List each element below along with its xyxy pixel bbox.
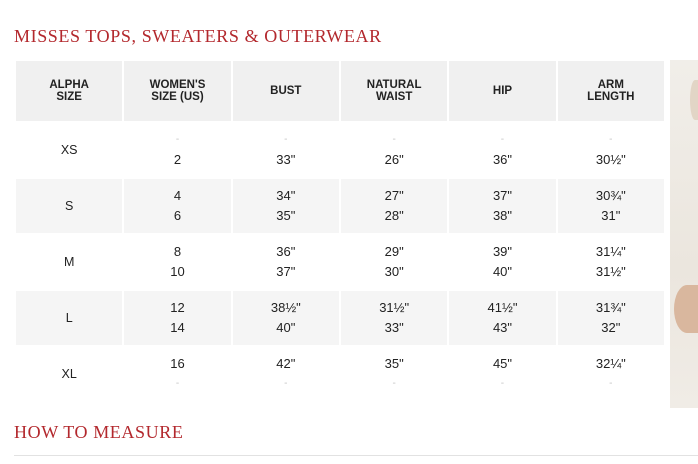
cell-value: 16 [170, 356, 185, 371]
cell-value: - [284, 134, 288, 145]
table-cell [341, 347, 447, 401]
column-header [341, 61, 447, 121]
column-header-text: NATURAL [366, 79, 422, 91]
table-cell [233, 179, 339, 233]
cell-value: - [500, 134, 505, 145]
column-header-text: SIZE [56, 91, 82, 103]
cell-value: 12 [170, 300, 185, 315]
table-cell [341, 179, 447, 233]
table-cell [449, 235, 555, 289]
cell-value: 37" [492, 188, 513, 203]
cell-value: 31¼" [595, 244, 626, 259]
table-cell [558, 123, 664, 177]
cell-value: 38½" [270, 300, 301, 315]
table-cell [233, 123, 339, 177]
cell-value: 31½" [379, 300, 410, 315]
model-photo-detail [690, 80, 698, 120]
table-cell [124, 291, 230, 345]
column-header-text: WOMEN'S [149, 79, 206, 91]
cell-value: - [392, 378, 396, 389]
cell-value: 40" [276, 320, 296, 335]
table-row [16, 235, 664, 289]
alpha-size-cell: XS [60, 143, 78, 157]
table-cell [449, 347, 555, 401]
cell-value: 37" [276, 264, 296, 279]
cell-value: 32¼" [595, 356, 626, 371]
table-cell [558, 179, 664, 233]
table-row [16, 291, 664, 345]
cell-value: - [284, 378, 288, 389]
size-chart-table [14, 59, 666, 403]
table-cell [341, 235, 447, 289]
cell-value: 2 [173, 152, 182, 167]
cell-value: - [392, 134, 396, 145]
cell-value: 29" [384, 244, 404, 259]
cell-value: 38" [492, 208, 513, 223]
cell-value: 42" [276, 356, 296, 371]
cell-value: 40" [492, 264, 513, 279]
cell-value: 35" [276, 208, 296, 223]
table-cell [341, 123, 447, 177]
table-cell [124, 179, 230, 233]
cell-value: - [609, 134, 613, 145]
table-header-row [16, 61, 664, 121]
column-header [558, 61, 664, 121]
model-photo-hand [674, 285, 698, 333]
table-cell [449, 179, 555, 233]
table-cell [449, 291, 555, 345]
alpha-size-cell: M [63, 255, 75, 269]
column-header-text: ARM [597, 79, 624, 91]
cell-value: 26" [384, 152, 404, 167]
how-to-measure-title: HOW TO MEASURE [14, 422, 184, 442]
cell-value: 33" [276, 152, 296, 167]
column-header [233, 61, 339, 121]
cell-value: 43" [492, 320, 513, 335]
divider [14, 455, 698, 456]
table-cell [558, 291, 664, 345]
cell-value: 14 [170, 320, 185, 335]
cell-value: - [609, 378, 613, 389]
column-header [16, 61, 122, 121]
column-header-text: SIZE (US) [151, 91, 204, 103]
cell-value: 10 [170, 264, 185, 279]
cell-value: 30¾" [595, 188, 626, 203]
cell-value: 41½" [487, 300, 518, 315]
cell-value: 27" [384, 188, 404, 203]
table-row [16, 179, 664, 233]
cell-value: 45" [492, 356, 513, 371]
table-cell [124, 347, 230, 401]
cell-value: 30" [384, 264, 404, 279]
cell-value: - [175, 378, 180, 389]
cell-value: 32" [601, 320, 621, 335]
table-cell [233, 347, 339, 401]
table-cell [233, 291, 339, 345]
table-cell [124, 123, 230, 177]
cell-value: 39" [492, 244, 513, 259]
cell-value: 6 [173, 208, 182, 223]
column-header-text: ALPHA [49, 79, 89, 91]
cell-value: 36" [492, 152, 513, 167]
cell-value: - [500, 378, 505, 389]
column-header-text: LENGTH [587, 91, 635, 103]
table-cell [558, 347, 664, 401]
alpha-size-cell: XL [61, 367, 77, 381]
alpha-size-cell: S [16, 179, 122, 233]
cell-value: 35" [384, 356, 404, 371]
column-header-text: HIP [492, 85, 513, 97]
cell-value: 31¾" [595, 300, 626, 315]
table-row [16, 347, 664, 401]
cell-value: 28" [384, 208, 404, 223]
cell-value: 34" [276, 188, 296, 203]
column-header [449, 61, 555, 121]
table-cell [558, 235, 664, 289]
cell-value: 4 [173, 188, 182, 203]
cell-value: 31½" [595, 264, 626, 279]
table-cell [233, 235, 339, 289]
cell-value: 8 [173, 244, 182, 259]
cell-value: 31" [601, 208, 621, 223]
table-cell [449, 123, 555, 177]
column-header-text: BUST [270, 85, 302, 97]
section-title: MISSES TOPS, SWEATERS & OUTERWEAR [14, 26, 382, 46]
cell-value: - [175, 134, 180, 145]
table-cell [341, 291, 447, 345]
cell-value: 36" [276, 244, 296, 259]
column-header-text: WAIST [375, 91, 413, 103]
alpha-size-cell: L [16, 291, 122, 345]
table-row [16, 123, 664, 177]
cell-value: 30½" [595, 152, 626, 167]
column-header [124, 61, 230, 121]
table-cell [124, 235, 230, 289]
cell-value: 33" [384, 320, 404, 335]
